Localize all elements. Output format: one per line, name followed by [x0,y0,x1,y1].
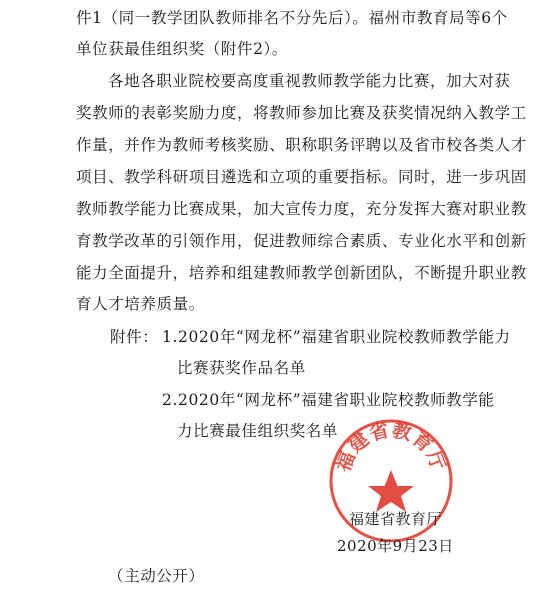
body-line-10: 育人才培养质量。 [76,295,205,313]
seal-star-icon [368,470,414,512]
body-line-3: 各地各职业院校要高度重视教师教学能力比赛，加大对获 [108,72,511,90]
body-line-6: 项目、教学科研项目遴选和立项的重要指标。同时，进一步巩固 [76,168,527,186]
attachment-1-line-2: 比赛获奖作品名单 [177,359,306,377]
svg-text:福建省教育厅 [332,418,449,474]
body-line-9: 能力全面提升，培养和组建教师教学创新团队，不断提升职业教 [76,264,527,282]
body-line-1: 件1（同一教学团队教师排名不分先后）。福州市教育局等6个 [76,9,508,27]
body-line-8: 育教学改革的引领作用，促进教师综合素质、专业化水平和创新 [76,232,527,250]
attachment-2-line-2: 力比赛最佳组织奖名单 [177,422,339,440]
body-line-2: 单位获最佳组织奖（附件2）。 [76,40,289,58]
issue-date: 2020年9月23日 [337,537,454,555]
body-line-5: 作量，并作为教师考核奖励、职称职务评聘以及省市校各类人才 [76,136,527,154]
body-line-7: 教师教学能力比赛成果，加大宣传力度，充分发挥大赛对职业教 [76,200,527,218]
disclosure-note: （主动公开） [108,567,205,585]
body-line-4: 奖教师的表彰奖励力度，将教师参加比赛及获奖情况纳入教学工 [76,104,527,122]
attachment-1-line-1: 1.2020年“网龙杯”福建省职业院校教师教学能力 [162,328,511,346]
attachments-label: 附件： [110,328,159,346]
seal-text: 福建省教育厅 [332,419,450,475]
issuer-name: 福建省教育厅 [349,510,443,528]
attachment-2-line-1: 2.2020年“网龙杯”福建省职业院校教师教学能 [162,391,495,409]
